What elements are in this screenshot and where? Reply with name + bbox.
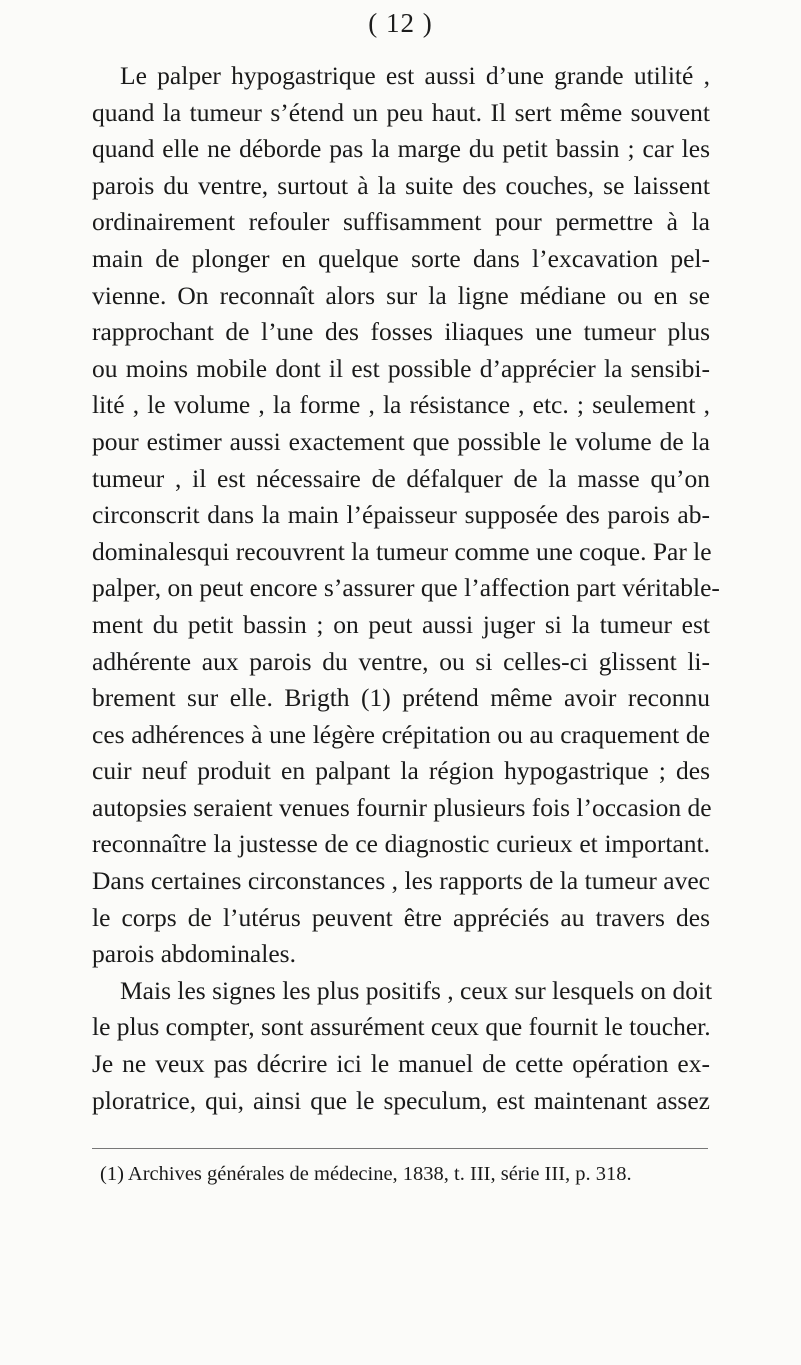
text-line: lité , le volume , la forme , la résistance , etc. ; seulement , [92, 390, 710, 420]
text-line: ou moins mobile dont il est possible d’apprécier la sensibi- [92, 353, 710, 383]
text-line: vienne. On reconnaît alors sur la ligne médiane ou en se [92, 280, 710, 310]
text-line: Mais les signes les plus positifs , ceux sur lesquels on doit [120, 975, 713, 1005]
text-line: cuir neuf produit en palpant la région hypogastrique ; des [92, 756, 710, 786]
text-line: quand elle ne déborde pas la marge du petit bassin ; car les [92, 134, 710, 164]
text-line: brement sur elle. Brigth (1) prétend même avoir reconnu [92, 683, 710, 713]
text-line: ces adhérences à une légère crépitation ou au craquement de [92, 719, 710, 749]
text-line: le corps de l’utérus peuvent être appréciés au travers des [92, 902, 710, 932]
text-line: parois abdominales. [92, 939, 296, 969]
text-line: reconnaître la justesse de ce diagnostic curieux et important. [92, 829, 710, 859]
text-line: autopsies seraient venues fournir plusieurs fois l’occasion de [92, 792, 712, 822]
text-line: adhérente aux parois du ventre, ou si celles-ci glissent li- [92, 646, 710, 676]
text-line: quand la tumeur s’étend un peu haut. Il sert même souvent [92, 97, 710, 127]
text-line: Dans certaines circonstances , les rapports de la tumeur avec [92, 866, 710, 896]
footnote-divider [92, 1148, 708, 1149]
page-number: ( 12 ) [368, 8, 433, 38]
text-line: dominalesqui recouvrent la tumeur comme une coque. Par le [92, 536, 712, 566]
footnote: (1) Archives générales de médecine, 1838, t. III, série III, p. 318. [100, 1163, 632, 1185]
text-line: parois du ventre, surtout à la suite des couches, se laissent [92, 170, 710, 200]
text-line: circonscrit dans la main l’épaisseur supposée des parois ab- [92, 500, 710, 530]
text-line: Je ne veux pas décrire ici le manuel de cette opération ex- [92, 1049, 710, 1079]
text-line: pour estimer aussi exactement que possible le volume de la [92, 426, 710, 456]
text-line: Le palper hypogastrique est aussi d’une grande utilité , [120, 61, 710, 90]
text-line: ment du petit bassin ; on peut aussi juger si la tumeur est [92, 609, 710, 639]
text-line: main de plonger en quelque sorte dans l’excavation pel- [92, 243, 710, 273]
body-text [92, 58, 720, 1119]
text-line: palper, on peut encore s’assurer que l’affection part véritable- [92, 573, 720, 603]
text-line: ordinairement refouler suffisamment pour permettre à la [92, 207, 710, 237]
text-line: le plus compter, sont assurément ceux que fournit le toucher. [92, 1012, 711, 1042]
text-line: rapprochant de l’une des fosses iliaques une tumeur plus [92, 317, 710, 347]
text-line: ploratrice, qui, ainsi que le speculum, est maintenant assez [92, 1085, 710, 1115]
text-line: tumeur , il est nécessaire de défalquer de la masse qu’on [92, 463, 710, 493]
